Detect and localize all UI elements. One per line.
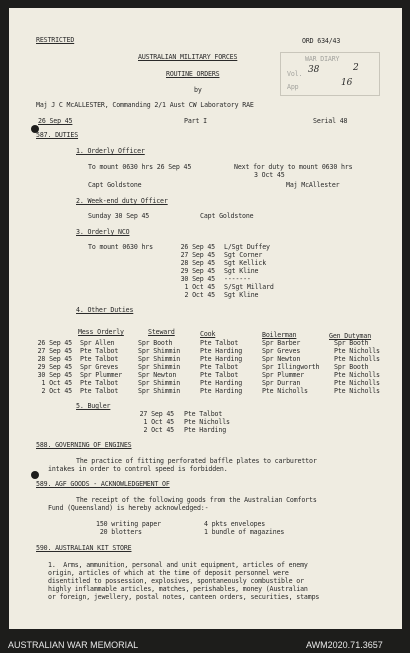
section-590-line: origin, articles of which at the time of deposit personnel were [48,569,289,577]
steward-cell: Spr Shimmin [138,387,181,395]
vol-value: 38 [308,65,320,75]
boilerman-cell: Spr Plummer [262,371,305,379]
ord-reference: ORD 634/43 [302,37,341,45]
mess-orderly-cell: Pte Talbot [80,387,119,395]
boilerman-cell: Spr Illingworth [262,363,320,371]
serial-number: Serial 48 [313,117,348,125]
orderly-officer-next-name: Maj McAllester [286,181,340,189]
row-date: 28 Sep 45 [37,355,72,363]
gen-dutyman-cell: Pte Nicholls [334,379,380,387]
by-text: by [194,86,202,94]
steward-cell: Spr Newton [138,371,177,379]
gen-dutyman-cell: Spr Booth [334,339,369,347]
orderly-officer-title: 1. Orderly Officer [76,147,145,155]
boilerman-cell: Spr Barber [262,339,301,347]
nco-date: 28 Sep 45 [180,259,215,267]
column-header-gen-dutyman: Gen Dutyman [329,332,372,340]
other-duties-title: 4. Other Duties [76,306,134,314]
goods-item: 1 bundle of magazines [204,528,285,536]
gen-dutyman-cell: Pte Nicholls [334,347,380,355]
gen-dutyman-cell: Spr Booth [334,363,369,371]
boilerman-cell: Spr Durran [262,379,301,387]
column-header-mess-orderly: Mess Orderly [78,328,124,336]
steward-cell: Spr Shimmin [138,347,181,355]
cook-cell: Pte Talbot [200,339,239,347]
boilerman-cell: Spr Newton [262,355,301,363]
footer-accession-number: AWM2020.71.3657 [306,640,383,650]
war-diary-label: WAR DIARY [305,55,340,63]
app-label: App [287,83,299,91]
nco-date: 29 Sep 45 [180,267,215,275]
boilerman-cell: Pte Nicholls [262,387,308,395]
row-date: 29 Sep 45 [37,363,72,371]
steward-cell: Spr Shimmin [138,355,181,363]
nco-date: 26 Sep 45 [180,243,215,251]
nco-date: 2 Oct 45 [184,291,215,299]
cook-cell: Pte Harding [200,347,243,355]
cook-cell: Pte Harding [200,355,243,363]
orderly-officer-next-date: 3 Oct 45 [254,171,285,179]
cook-cell: Pte Harding [200,387,243,395]
nco-name: Sgt Kellick [224,259,267,267]
mess-orderly-cell: Pte Talbot [80,379,119,387]
steward-cell: Spr Booth [138,339,173,347]
gen-dutyman-cell: Pte Nicholls [334,355,380,363]
section-590-line: 1. Arms, ammunition, personal and unit equipment, articles of enemy [48,561,308,569]
section-590-line: disentitled to possession, explosives, spontaneously combustible or [48,577,304,585]
bugler-title: 5. Bugler [76,402,111,410]
commander-line: Maj J C McALLESTER, Commanding 2/1 Aust CW Laboratory RAE [36,101,254,109]
nco-name: Sgt Kline [224,267,259,275]
bugler-name: Pte Nicholls [184,418,230,426]
orderly-officer-name: Capt Goldstone [88,181,142,189]
nco-name: Sgt Corner [224,251,263,259]
orderly-nco-title: 3. Orderly NCO [76,228,130,236]
orderly-officer-next: Next for duty to mount 0630 hrs [234,163,353,171]
row-date: 1 Oct 45 [41,379,72,387]
vol-label: Vol. [287,70,303,78]
section-588-line: The practice of fitting perforated baffle plates to carburettor [76,457,317,465]
no-value: 2 [353,63,359,73]
bugler-date: 2 Oct 45 [143,426,174,434]
footer-credit: AUSTRALIAN WAR MEMORIAL [8,640,139,650]
bugler-name: Pte Harding [184,426,227,434]
weekend-officer-name: Capt Goldstone [200,212,254,220]
weekend-officer-title: 2. Week-end duty Officer [76,197,168,205]
nco-date: 27 Sep 45 [180,251,215,259]
section-590-heading: 590. AUSTRALIAN KIT STORE [36,544,132,552]
steward-cell: Spr Shimmin [138,379,181,387]
nco-name: L/Sgt Duffey [224,243,270,251]
gen-dutyman-cell: Pte Nicholls [334,371,380,379]
row-date: 2 Oct 45 [41,387,72,395]
goods-item: 150 writing paper [96,520,161,528]
section-589-line: The receipt of the following goods from the Australian Comforts [76,496,317,504]
cook-cell: Pte Talbot [200,371,239,379]
nco-name: Sgt Kline [224,291,259,299]
bugler-date: 1 Oct 45 [143,418,174,426]
section-588-heading: 588. GOVERNING OF ENGINES [36,441,132,449]
column-header-steward: Steward [148,328,175,336]
steward-cell: Spr Shimmin [138,363,181,371]
row-date: 26 Sep 45 [37,339,72,347]
document-subtitle: ROUTINE ORDERS [166,70,220,78]
nco-name: ------- [224,275,251,283]
section-587-heading: 587. DUTIES [36,131,79,139]
bugler-date: 27 Sep 45 [139,410,174,418]
gen-dutyman-cell: Pte Nicholls [334,387,380,395]
mess-orderly-cell: Pte Talbot [80,347,119,355]
nco-date: 30 Sep 45 [180,275,215,283]
nco-name: S/Sgt Millard [224,283,274,291]
boilerman-cell: Spr Greves [262,347,301,355]
orderly-nco-mount: To mount 0630 hrs [88,243,153,251]
section-590-line: highly inflammable articles, matches, perishables, money (Australian [48,585,308,593]
section-589-line: Fund (Queensland) is hereby acknowledged:- [48,504,209,512]
orderly-officer-mount: To mount 0630 hrs 26 Sep 45 [88,163,192,171]
cook-cell: Pte Harding [200,379,243,387]
mess-orderly-cell: Spr Plummer [80,371,123,379]
row-date: 30 Sep 45 [37,371,72,379]
column-header-boilerman: Boilerman [262,331,297,339]
goods-item: 4 pkts envelopes [204,520,266,528]
cook-cell: Pte Talbot [200,363,239,371]
bugler-name: Pte Talbot [184,410,223,418]
mess-orderly-cell: Pte Talbot [80,355,119,363]
row-date: 27 Sep 45 [37,347,72,355]
goods-item: 20 blotters [96,528,142,536]
section-590-line: or foreign, jewellery, postal notes, canteen orders, securities, stamps [48,593,320,601]
section-588-line: intakes in order to control speed is forbidden. [48,465,228,473]
document-title: AUSTRALIAN MILITARY FORCES [138,53,238,61]
part-label: Part I [184,117,207,125]
restricted-marking: RESTRICTED [36,36,75,44]
order-date: 26 Sep 45 [38,117,73,125]
punch-hole [31,471,39,479]
section-589-heading: 589. AGF GOODS - ACKNOWLEDGEMENT OF [36,480,170,488]
weekend-day: Sunday 30 Sep 45 [88,212,150,220]
mess-orderly-cell: Spr Greves [80,363,119,371]
nco-date: 1 Oct 45 [184,283,215,291]
mess-orderly-cell: Spr Allen [80,339,115,347]
app-value: 16 [341,78,353,88]
column-header-cook: Cook [200,330,216,338]
